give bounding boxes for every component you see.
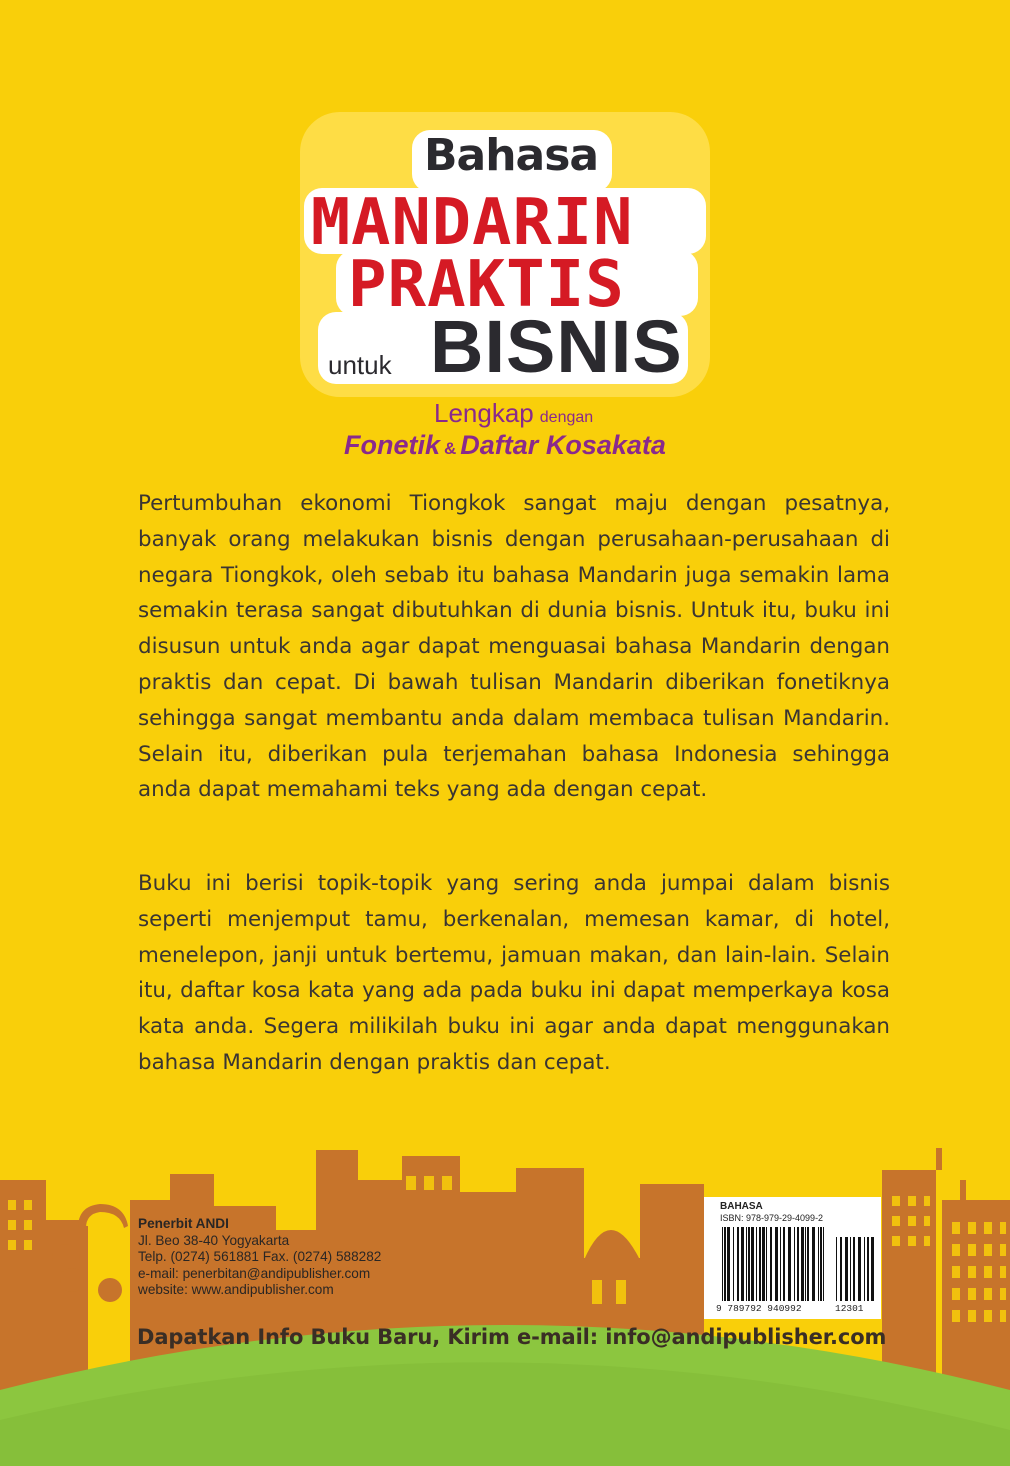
barcode-bar [762, 1227, 765, 1301]
description-paragraph-2: Buku ini berisi topik-topik yang sering anda jumpai dalam bisnis seperti menjemput tamu, berkenalan, memesan kamar, di hotel, menelepon, janji untuk bertemu, jamuan makan, dan lain-lain. Selain itu, daftar kosa kata yang ada pada buku ini dapat memperkaya kosa kata anda. Segera milikilah buku ini agar anda dapat menggunakan bahasa Mandarin dengan praktis dan cepat. [138, 871, 890, 1075]
subtitle-line2 [344, 430, 666, 461]
publisher-phone: Telp. (0274) 561881 Fax. (0274) 588282 [138, 1249, 382, 1265]
barcode-bar [737, 1227, 739, 1301]
barcode-bar [818, 1227, 819, 1301]
barcode-bar [836, 1237, 837, 1301]
barcode-bar [864, 1237, 865, 1301]
subtitle-dengan: dengan [539, 409, 594, 426]
barcode-bar [780, 1227, 781, 1301]
barcode-bar [871, 1237, 874, 1301]
barcode-bar [845, 1237, 848, 1301]
barcode-bar [783, 1227, 785, 1301]
publisher-website: website: www.andipublisher.com [138, 1282, 334, 1298]
barcode-isbn: ISBN: 978-979-29-4099-2 [720, 1213, 824, 1223]
barcode-bar [788, 1227, 791, 1301]
title-bisnis: BISNIS [430, 305, 683, 388]
publisher-info [138, 1216, 381, 1299]
barcode-bar [840, 1237, 842, 1301]
barcode-bar [850, 1237, 851, 1301]
barcode-bar [797, 1227, 799, 1301]
barcode-bar [823, 1227, 824, 1301]
publisher-address: Jl. Beo 38-40 Yogyakarta [138, 1232, 290, 1248]
barcode-bars [704, 1197, 881, 1319]
barcode-bar [746, 1227, 747, 1301]
promo-banner-text: Dapatkan Info Buku Baru, Kirim e-mail: info@andipublisher.com [137, 1325, 887, 1349]
barcode-bar [724, 1227, 726, 1301]
title-mandarin: MANDARIN [310, 186, 634, 260]
barcode-bar [805, 1227, 806, 1301]
barcode-bar [722, 1227, 723, 1301]
barcode-bar [756, 1227, 757, 1301]
subtitle-lengkap: Lengkap [434, 398, 534, 428]
subtitle-fonetik: Fonetik [344, 430, 441, 460]
barcode-bar [759, 1227, 761, 1301]
barcode-bar [801, 1227, 804, 1301]
barcode-bar [775, 1227, 778, 1301]
barcode-bar [794, 1227, 795, 1301]
barcode-bar [853, 1237, 855, 1301]
barcode-bar [807, 1227, 809, 1301]
title-bahasa: Bahasa [424, 130, 599, 181]
barcode-bar [812, 1227, 815, 1301]
barcode-bar [867, 1237, 869, 1301]
barcode-addon-digits: 12301 [835, 1303, 864, 1314]
barcode-bar [751, 1227, 754, 1301]
barcode-bar [733, 1227, 734, 1301]
publisher-email: e-mail: penerbitan@andipublisher.com [138, 1265, 371, 1281]
subtitle-daftar-kosakata: Daftar Kosakata [460, 430, 666, 460]
subtitle-line1 [434, 398, 593, 429]
barcode-digits: 9 789792 940992 [716, 1303, 802, 1314]
barcode-bar [741, 1227, 744, 1301]
barcode-bar [748, 1227, 750, 1301]
barcode-bar [727, 1227, 730, 1301]
title-untuk: untuk [328, 350, 392, 380]
description-paragraph-1: Pertumbuhan ekonomi Tiongkok sangat maju dengan pesatnya, banyak orang melakukan bisnis dengan perusahaan-perusahaan di negara Tiongkok, oleh sebab itu bahasa Mandarin juga semakin lama semakin terasa sangat dibutuhkan di dunia bisnis. Untuk itu, buku ini disusun untuk anda agar dapat menguasai bahasa Mandarin dengan praktis dan cepat. Di bawah tulisan Mandarin diberikan fonetiknya sehingga sangat membantu anda dalam membaca tulisan Mandarin. Selain itu, diberikan pula terjemahan bahasa Indonesia sehingga anda dapat memahami teks yang ada dengan cepat. [138, 491, 890, 803]
barcode-category: BAHASA [720, 1201, 763, 1212]
title-block [300, 112, 720, 402]
isbn-barcode-label [704, 1197, 881, 1319]
publisher-name: Penerbit ANDI [138, 1216, 229, 1231]
barcode-bar [770, 1227, 772, 1301]
barcode-bar [820, 1227, 822, 1301]
subtitle-ampersand: & [444, 439, 457, 458]
barcode-bar [766, 1227, 767, 1301]
title-praktis: PRAKTIS [348, 248, 625, 322]
barcode-bar [858, 1237, 861, 1301]
